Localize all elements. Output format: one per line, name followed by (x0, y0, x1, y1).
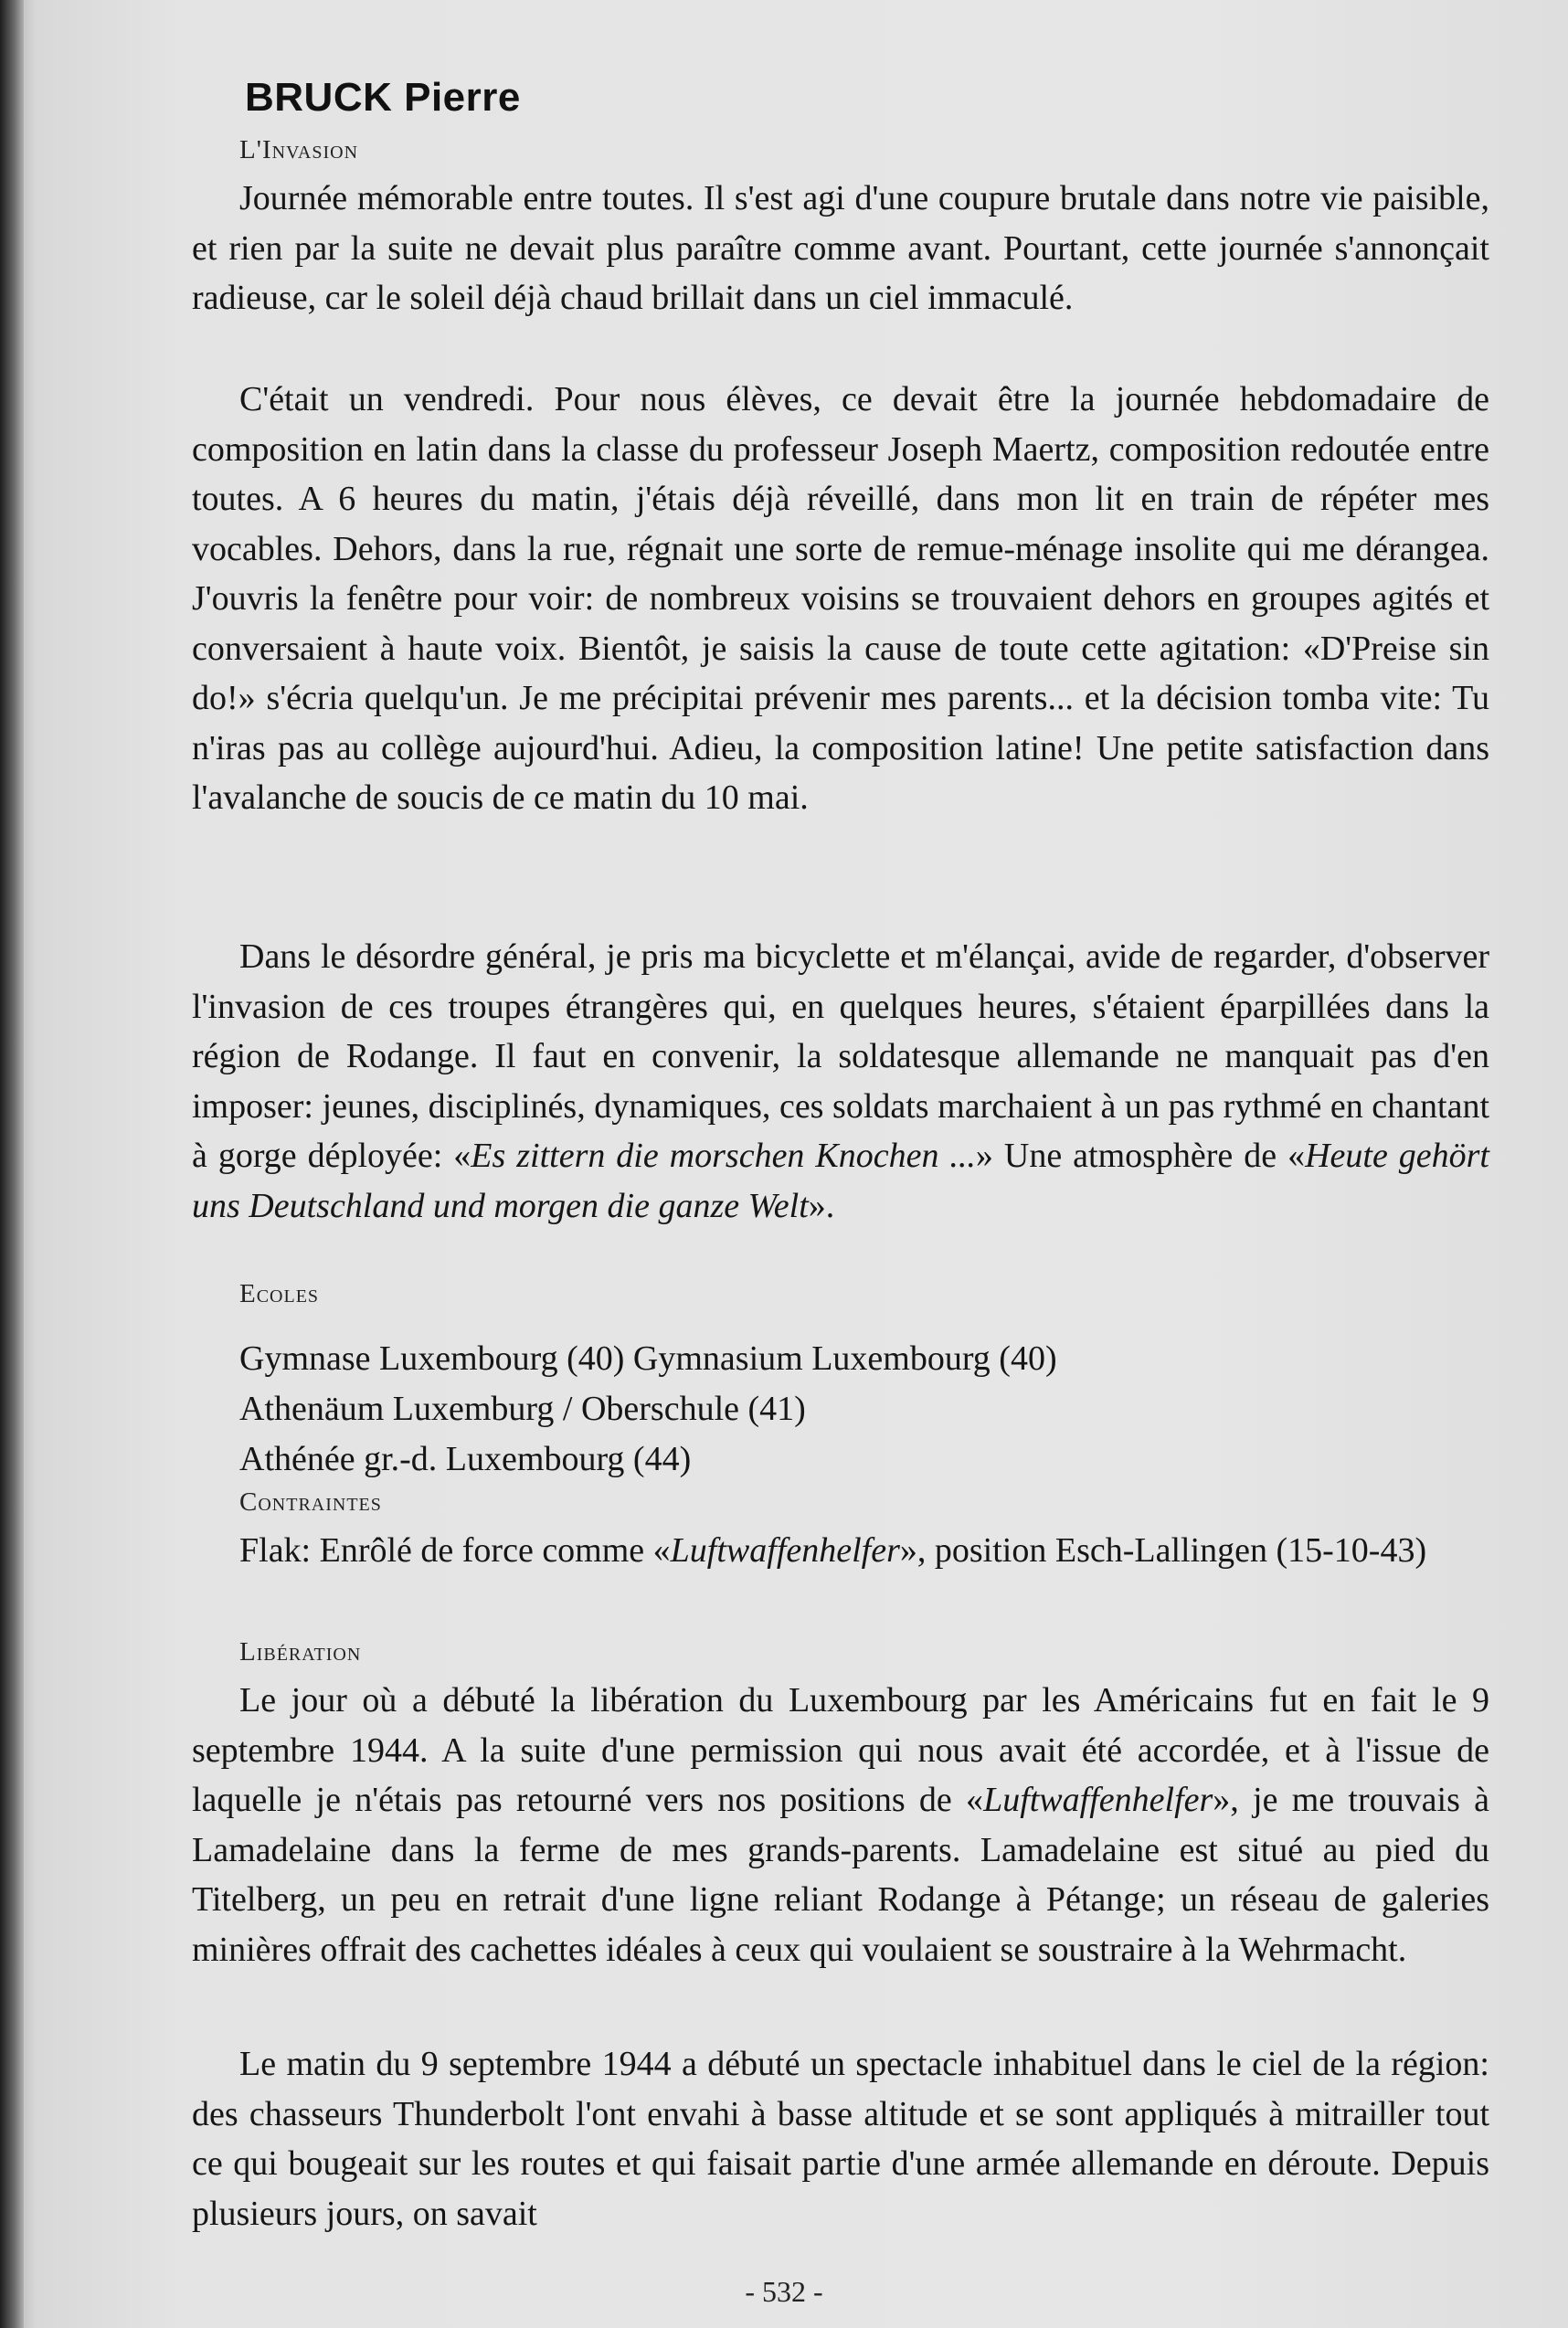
song-title: Es zittern die morschen Knochen ... (471, 1137, 976, 1175)
paragraph-invasion-3-mid: » Une atmosphère de « (975, 1137, 1306, 1175)
contraintes-text-end: », position Esch-Lallingen (15-10-43) (899, 1531, 1427, 1570)
book-binding-shadow (0, 0, 24, 2328)
paragraph-invasion-2: C'était un vendredi. Pour nous élèves, ce devait être la journée hebdomadaire de composition en latin dans la classe du professeur Joseph Maertz, composition redoutée entre toutes. A 6 heures du matin, j'étais déjà réveillé, dans mon lit en train de répéter mes vocables. Dehors, dans la rue, régnait une sorte de remue-ménage insolite qui me dérangea. J'ouvris la fenêtre pour voir: de nombreux voisins se trouvaient dehors en groupes agités et conversaient à haute voix. Bientôt, je saisis la cause de toute cette agitation: «D'Preise sin do!» s'écria quelqu'un. Je me précipitai prévenir mes parents... et la décision tomba vite: Tu n'iras pas au collège aujourd'hui. Adieu, la composition latine! Une petite satisfaction dans l'avalanche de soucis de ce matin du 10 mai. (192, 380, 1489, 817)
paragraph-liberation-2: Le matin du 9 septembre 1944 a débuté un spectacle inhabituel dans le ciel de la région: des chasseurs Thunderbolt l'ont envahi à basse altitude et se sont appliqués à mitrailler tout ce qui bougeait sur les routes et qui faisait partie d'une armée allemande en déroute. Depuis plusieurs jours, on savait (192, 2045, 1489, 2233)
slogan-quote: Heute gehört uns Deutschland und morgen die ganze Welt (192, 1137, 1489, 1225)
paragraph-liberation-1 (192, 1676, 1489, 1974)
liberation-term: Luftwaffenhelfer (983, 1781, 1213, 1819)
ecole-item: Gymnase Luxembourg (40) Gymnasium Luxembourg (40) (239, 1339, 1057, 1378)
section-heading-invasion: L'Invasion (239, 135, 359, 164)
paragraph-invasion-3-end: ». (808, 1186, 835, 1225)
section-heading-ecoles: Ecoles (239, 1279, 320, 1308)
section-heading-liberation: Libération (239, 1637, 362, 1667)
contraintes-line (192, 1526, 1489, 1576)
paragraph-liberation-1-end: », je me trouvais à Lamadelaine dans la ferme de mes grands-parents. Lamadelaine est situé au pied du Titelberg, un peu en retrait d'une ligne reliant Rodange à Pétange; un réseau de galeries minières offrait des cachettes idéales à ceux qui voulaient se soustraire à la Wehrmacht. (192, 1781, 1489, 1969)
ecole-item: Athénée gr.-d. Luxembourg (44) (239, 1440, 692, 1478)
ecole-item: Athenäum Luxemburg / Oberschule (41) (239, 1390, 806, 1428)
paragraph-liberation-1-text: Le jour où a débuté la libération du Luxembourg par les Américains fut en fait le 9 septembre 1944. A la suite d'une permission qui nous avait été accordée, et à l'issue de laquelle je n'étais pas retourné vers nos positions de « (192, 1681, 1489, 1819)
contraintes-text: Flak: Enrôlé de force comme « (239, 1531, 671, 1570)
page-number: - 532 - (745, 2275, 823, 2308)
paragraph-invasion-3-text: Dans le désordre général, je pris ma bicyclette et m'élançai, avide de regarder, d'observer l'invasion de ces troupes étrangères qui, en quelques heures, s'étaient éparpillées dans la région de Rodange. Il faut en convenir, la soldatesque allemande ne manquait pas d'en imposer: jeunes, disciplinés, dynamiques, ces soldats marchaient à un pas rythmé en chantant à gorge déployée: « (192, 937, 1489, 1175)
author-name: BRUCK Pierre (245, 75, 521, 120)
contraintes-term: Luftwaffenhelfer (670, 1531, 900, 1570)
paragraph-invasion-3 (192, 932, 1489, 1231)
section-heading-contraintes: Contraintes (239, 1487, 382, 1517)
paragraph-invasion-1: Journée mémorable entre toutes. Il s'est agi d'une coupure brutale dans notre vie paisible, et rien par la suite ne devait plus paraître comme avant. Pourtant, cette journée s'annonçait radieuse, car le soleil déjà chaud brillait dans un ciel immaculé. (192, 179, 1489, 317)
